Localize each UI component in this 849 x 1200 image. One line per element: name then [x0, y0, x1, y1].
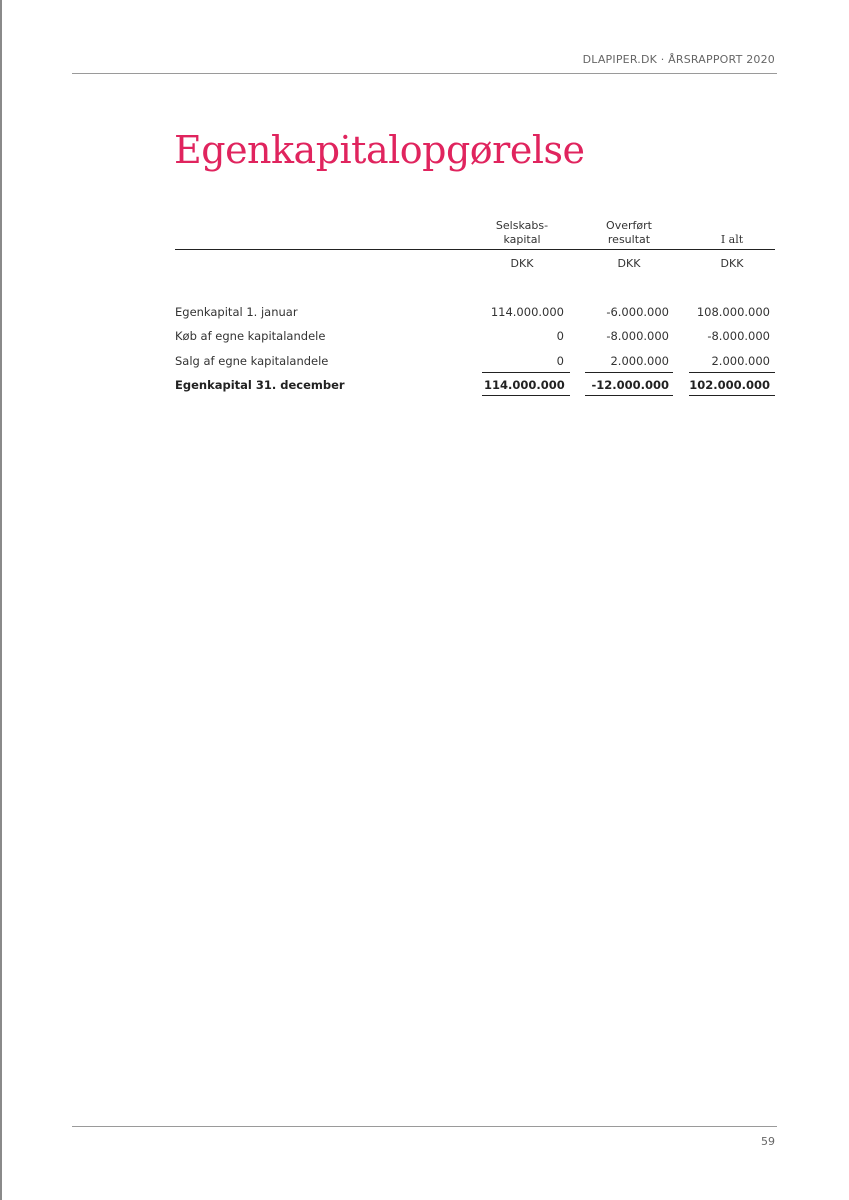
row-label: Egenkapital 1. januar [175, 305, 298, 319]
total-rule [689, 395, 775, 396]
cell-value: -12.000.000 [591, 378, 669, 392]
table-row [175, 329, 775, 353]
page-edge [0, 0, 2, 1200]
cell-value: 0 [556, 354, 564, 368]
row-label: Køb af egne kapitalandele [175, 329, 326, 343]
cell-value: 2.000.000 [711, 354, 770, 368]
row-label: Salg af egne kapitalandele [175, 354, 329, 368]
cell-value: -8.000.000 [707, 329, 770, 343]
cell-value: 102.000.000 [689, 378, 770, 392]
table-row [175, 305, 775, 329]
column-header-share-capital: Selskabs- kapital [495, 219, 549, 246]
row-label: Egenkapital 31. december [175, 378, 345, 392]
subtotal-rule [689, 372, 775, 373]
unit-label: DKK [720, 257, 744, 270]
table-row-total [175, 378, 775, 402]
cell-value: -8.000.000 [606, 329, 669, 343]
unit-label: DKK [510, 257, 534, 270]
total-rule [585, 395, 673, 396]
table-row [175, 354, 775, 378]
cell-value: 108.000.000 [696, 305, 770, 319]
subtotal-rule [585, 372, 673, 373]
cell-value: 114.000.000 [490, 305, 564, 319]
page-number: 59 [761, 1135, 775, 1148]
page-title: Egenkapitalopgørelse [174, 128, 585, 172]
table-header [175, 216, 775, 250]
column-header-retained-earnings: Overført resultat [606, 219, 652, 246]
cell-value: 2.000.000 [610, 354, 669, 368]
total-rule [482, 395, 570, 396]
header-rule [72, 73, 777, 74]
footer-rule [72, 1126, 777, 1127]
unit-label: DKK [617, 257, 641, 270]
subtotal-rule [482, 372, 570, 373]
cell-value: 114.000.000 [484, 378, 565, 392]
cell-value: 0 [556, 329, 564, 343]
cell-value: -6.000.000 [606, 305, 669, 319]
running-header: DLAPIPER.DK · ÅRSRAPPORT 2020 [582, 53, 775, 66]
column-header-total: I alt [720, 233, 744, 246]
